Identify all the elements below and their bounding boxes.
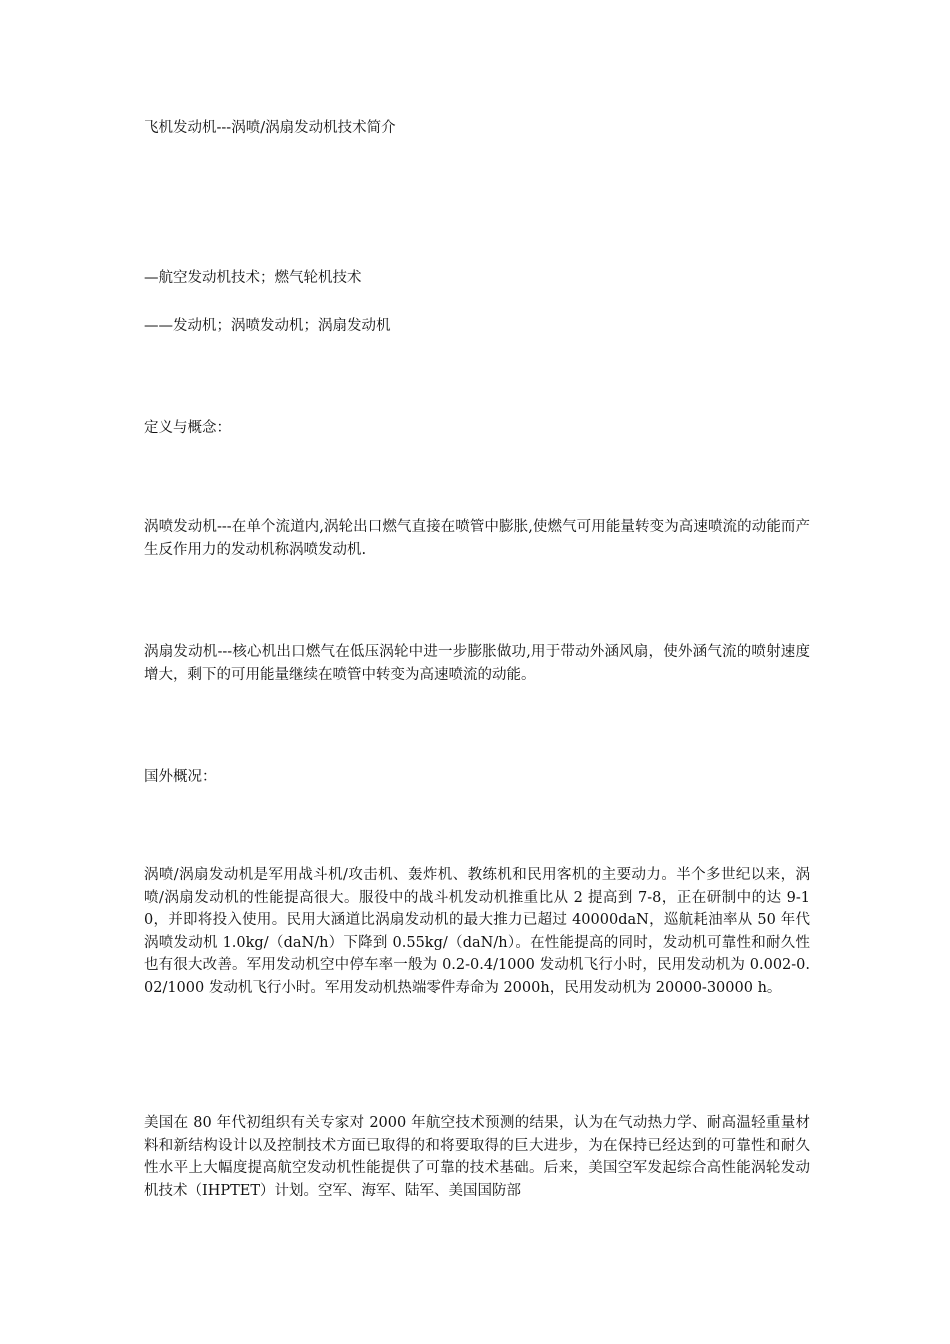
section-heading-definition: 定义与概念： <box>144 420 231 436</box>
definition-turbojet: 涡喷发动机---在单个流道内,涡轮出口燃气直接在喷管中膨胀,使燃气可用能量转变为高速喷流的动能而产生反作用力的发动机称涡喷发动机. <box>144 519 810 558</box>
category-line: —航空发动机技术；燃气轮机技术 <box>144 270 362 286</box>
keywords-line: ——发动机；涡喷发动机；涡扇发动机 <box>144 318 391 334</box>
section-heading-overview: 国外概况： <box>144 769 217 785</box>
document-title: 飞机发动机---涡喷/涡扇发动机技术简介 <box>144 120 396 136</box>
usa-paragraph: 美国在 80 年代初组织有关专家对 2000 年航空技术预测的结果，认为在气动热力学、耐高温轻重量材料和新结构设计以及控制技术方面已取得的和将要取得的巨大进步，为在保持已经达到的可靠性和耐久性水平上大幅度提高航空发动机性能提供了可靠的技术基础。后来，美国空军发起综合高性能涡轮发动机技术（IHPTET）计划。空军、海军、陆军、美国国防部 <box>144 1115 810 1199</box>
definition-turbofan: 涡扇发动机---核心机出口燃气在低压涡轮中进一步膨胀做功,用于带动外涵风扇，使外涵气流的喷射速度增大，剩下的可用能量继续在喷管中转变为高速喷流的动能。 <box>144 644 810 683</box>
overview-paragraph: 涡喷/涡扇发动机是军用战斗机/攻击机、轰炸机、教练机和民用客机的主要动力。半个多世纪以来，涡喷/涡扇发动机的性能提高很大。服役中的战斗机发动机推重比从 2 提高到 7-8，正在研制中的达 9-10，并即将投入使用。民用大涵道比涡扇发动机的最大推力已超过 40000daN，巡航耗油率从 50 年代涡喷发动机 1.0kg/（daN/h）下降到 0.55kg/（daN/h）。在性能提高的同时，发动机可靠性和耐久性也有很大改善。军用发动机空中停车率一般为 0.2-0.4/1000 发动机飞行小时，民用发动机为 0.002-0.02/1000 发动机飞行小时。军用发动机热端零件寿命为 2000h，民用发动机为 20000-30000 h。 <box>144 867 810 996</box>
